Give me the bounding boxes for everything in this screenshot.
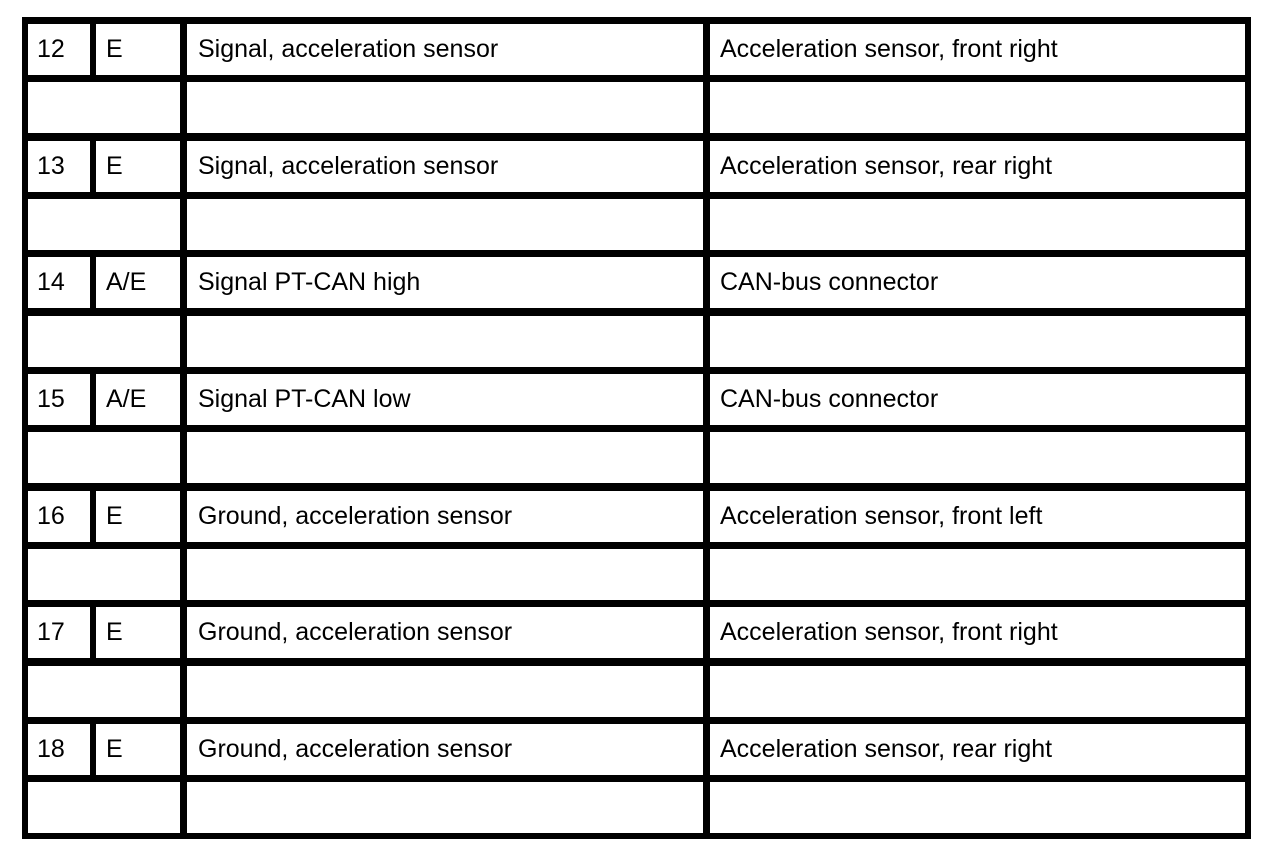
pin-type-cell-text: E <box>106 618 123 646</box>
component-cell <box>710 141 1245 192</box>
component-cell-text: Acceleration sensor, rear right <box>720 735 1053 763</box>
signal-description-cell-text: Signal, acceleration sensor <box>198 152 499 180</box>
component-cell <box>710 491 1245 542</box>
component-cell-text: Acceleration sensor, front left <box>720 502 1043 530</box>
component-cell <box>710 607 1245 658</box>
component-cell-text: Acceleration sensor, front right <box>720 618 1058 646</box>
pin-number-cell-text: 15 <box>37 385 65 413</box>
blank-component-cell <box>710 432 1245 483</box>
blank-component-cell <box>710 666 1245 717</box>
pin-type-cell <box>96 374 180 425</box>
pin-number-cell-text: 18 <box>37 735 65 763</box>
signal-description-cell <box>187 491 703 542</box>
pin-type-cell <box>96 491 180 542</box>
pin-type-cell-text: E <box>106 152 123 180</box>
signal-description-cell-text: Signal PT-CAN high <box>198 268 421 296</box>
pin-number-cell <box>28 607 90 658</box>
blank-pin-cell <box>28 316 180 367</box>
pin-number-cell <box>28 374 90 425</box>
component-cell <box>710 257 1245 308</box>
blank-pin-cell <box>28 666 180 717</box>
blank-pin-cell <box>28 549 180 600</box>
pin-number-cell-text: 14 <box>37 268 65 296</box>
pin-type-cell-text: A/E <box>106 268 147 296</box>
signal-description-cell <box>187 141 703 192</box>
pin-type-cell-text: E <box>106 35 123 63</box>
blank-pin-cell <box>28 199 180 250</box>
blank-component-cell <box>710 82 1245 133</box>
pin-type-cell <box>96 724 180 775</box>
blank-signal-cell <box>187 199 703 250</box>
signal-description-cell-text: Ground, acceleration sensor <box>198 502 513 530</box>
pin-assignment-table <box>22 17 1251 839</box>
pin-number-cell-text: 17 <box>37 618 65 646</box>
pin-number-cell-text: 13 <box>37 152 65 180</box>
pin-number-cell-text: 12 <box>37 35 65 63</box>
component-cell <box>710 24 1245 75</box>
pin-number-cell <box>28 724 90 775</box>
pin-type-cell <box>96 141 180 192</box>
component-cell-text: Acceleration sensor, rear right <box>720 152 1053 180</box>
signal-description-cell <box>187 724 703 775</box>
blank-pin-cell <box>28 782 180 833</box>
signal-description-cell-text: Ground, acceleration sensor <box>198 735 513 763</box>
blank-component-cell <box>710 549 1245 600</box>
pin-type-cell <box>96 607 180 658</box>
pin-number-cell <box>28 491 90 542</box>
pin-type-cell-text: E <box>106 502 123 530</box>
blank-pin-cell <box>28 432 180 483</box>
pin-type-cell <box>96 24 180 75</box>
pin-type-cell-text: A/E <box>106 385 147 413</box>
pin-type-cell-text: E <box>106 735 123 763</box>
signal-description-cell-text: Signal PT-CAN low <box>198 385 411 413</box>
blank-component-cell <box>710 316 1245 367</box>
blank-signal-cell <box>187 782 703 833</box>
blank-signal-cell <box>187 549 703 600</box>
pin-number-cell <box>28 24 90 75</box>
blank-signal-cell <box>187 666 703 717</box>
signal-description-cell-text: Signal, acceleration sensor <box>198 35 499 63</box>
pin-type-cell <box>96 257 180 308</box>
signal-description-cell <box>187 607 703 658</box>
component-cell-text: CAN-bus connector <box>720 385 939 413</box>
component-cell <box>710 724 1245 775</box>
signal-description-cell <box>187 374 703 425</box>
pin-number-cell <box>28 141 90 192</box>
blank-component-cell <box>710 199 1245 250</box>
blank-signal-cell <box>187 82 703 133</box>
component-cell <box>710 374 1245 425</box>
component-cell-text: Acceleration sensor, front right <box>720 35 1058 63</box>
blank-signal-cell <box>187 432 703 483</box>
component-cell-text: CAN-bus connector <box>720 268 939 296</box>
blank-component-cell <box>710 782 1245 833</box>
pin-number-cell-text: 16 <box>37 502 65 530</box>
pin-number-cell <box>28 257 90 308</box>
blank-pin-cell <box>28 82 180 133</box>
blank-signal-cell <box>187 316 703 367</box>
signal-description-cell-text: Ground, acceleration sensor <box>198 618 513 646</box>
signal-description-cell <box>187 257 703 308</box>
signal-description-cell <box>187 24 703 75</box>
